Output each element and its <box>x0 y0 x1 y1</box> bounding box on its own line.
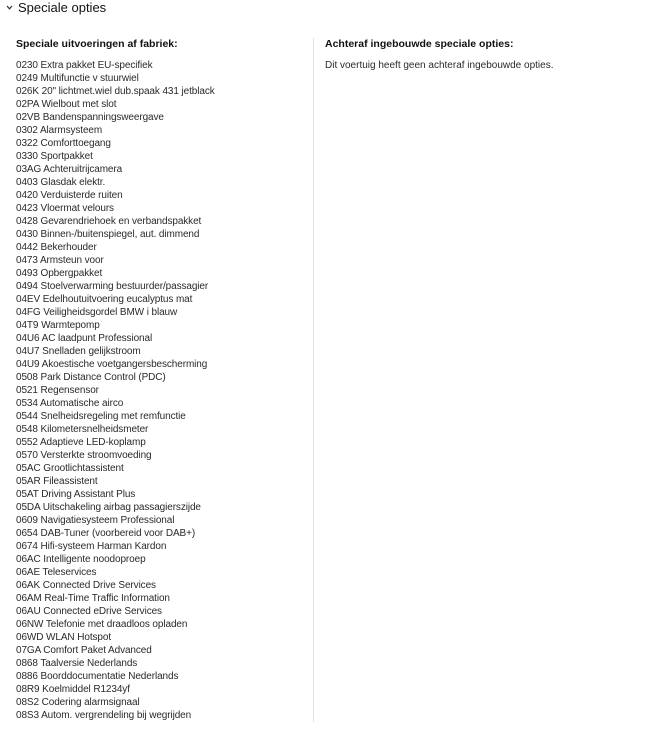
list-item: 04T9 Warmtepomp <box>16 320 100 331</box>
list-item: 0494 Stoelverwarming bestuurder/passagier <box>16 281 209 292</box>
factory-options-title: Speciale uitvoeringen af fabriek: <box>16 38 178 50</box>
list-item: 06AK Connected Drive Services <box>16 580 156 591</box>
list-item: 0521 Regensensor <box>16 385 99 396</box>
list-item: 05AR Fileassistent <box>16 476 98 487</box>
section-toggle[interactable] <box>6 0 106 14</box>
list-item: 08S2 Codering alarmsignaal <box>16 697 140 708</box>
list-item: 0609 Navigatiesysteem Professional <box>16 515 175 526</box>
list-item: 0249 Multifunctie v stuurwiel <box>16 73 139 84</box>
list-item: 05DA Uitschakeling airbag passagierszijde <box>16 502 201 513</box>
aftermarket-options-title: Achteraf ingebouwde speciale opties: <box>325 38 514 50</box>
column-divider <box>313 38 314 722</box>
list-item: 02PA Wielbout met slot <box>16 99 117 110</box>
aftermarket-empty-text: Dit voertuig heeft geen achteraf ingebouwde opties. <box>325 60 554 71</box>
list-item: 08S3 Autom. vergrendeling bij wegrijden <box>16 710 192 721</box>
list-item: 08R9 Koelmiddel R1234yf <box>16 684 130 695</box>
list-item: 0886 Boorddocumentatie Nederlands <box>16 671 179 682</box>
list-item: 0508 Park Distance Control (PDC) <box>16 372 166 383</box>
list-item: 0302 Alarmsysteem <box>16 125 103 136</box>
list-item: 0534 Automatische airco <box>16 398 124 409</box>
list-item: 02VB Bandenspanningsweergave <box>16 112 164 123</box>
list-item: 0548 Kilometersnelheidsmeter <box>16 424 149 435</box>
list-item: 0403 Glasdak elektr. <box>16 177 106 188</box>
list-item: 0423 Vloermat velours <box>16 203 114 214</box>
list-item: 0674 Hifi-systeem Harman Kardon <box>16 541 167 552</box>
chevron-down-icon <box>6 4 13 11</box>
list-item: 05AC Grootlichtassistent <box>16 463 124 474</box>
list-item: 0430 Binnen-/buitenspiegel, aut. dimmend <box>16 229 200 240</box>
factory-options-column <box>16 38 306 722</box>
list-item: 0230 Extra pakket EU-specifiek <box>16 60 153 71</box>
list-item: 0322 Comforttoegang <box>16 138 111 149</box>
list-item: 04FG Veiligheidsgordel BMW i blauw <box>16 307 178 318</box>
list-item: 07GA Comfort Paket Advanced <box>16 645 152 656</box>
list-item: 0552 Adaptieve LED-koplamp <box>16 437 146 448</box>
section-title: Speciale opties <box>18 0 107 15</box>
list-item: 0544 Snelheidsregeling met remfunctie <box>16 411 186 422</box>
list-item: 06AE Teleservices <box>16 567 97 578</box>
list-item: 04U9 Akoestische voetgangersbescherming <box>16 359 208 370</box>
list-item: 05AT Driving Assistant Plus <box>16 489 136 500</box>
list-item: 0428 Gevarendriehoek en verbandspakket <box>16 216 202 227</box>
factory-options-list <box>16 59 306 722</box>
list-item: 06AC Intelligente noodoproep <box>16 554 146 565</box>
list-item: 0473 Armsteun voor <box>16 255 104 266</box>
list-item: 0420 Verduisterde ruiten <box>16 190 123 201</box>
list-item: 04U7 Snelladen gelijkstroom <box>16 346 141 357</box>
list-item: 0570 Versterkte stroomvoeding <box>16 450 152 461</box>
list-item: 0868 Taalversie Nederlands <box>16 658 138 669</box>
list-item: 0654 DAB-Tuner (voorbereid voor DAB+) <box>16 528 196 539</box>
aftermarket-options-column <box>325 38 635 72</box>
list-item: 04EV Edelhoutuitvoering eucalyptus mat <box>16 294 193 305</box>
list-item: 04U6 AC laadpunt Professional <box>16 333 153 344</box>
list-item: 06NW Telefonie met draadloos opladen <box>16 619 188 630</box>
list-item: 0330 Sportpakket <box>16 151 93 162</box>
list-item: 06AU Connected eDrive Services <box>16 606 162 617</box>
list-item: 0442 Bekerhouder <box>16 242 97 253</box>
list-item: 0493 Opbergpakket <box>16 268 103 279</box>
list-item: 06WD WLAN Hotspot <box>16 632 111 643</box>
list-item: 03AG Achteruitrijcamera <box>16 164 123 175</box>
list-item: 026K 20" lichtmet.wiel dub.spaak 431 jetblack <box>16 86 215 97</box>
list-item: 06AM Real-Time Traffic Information <box>16 593 170 604</box>
